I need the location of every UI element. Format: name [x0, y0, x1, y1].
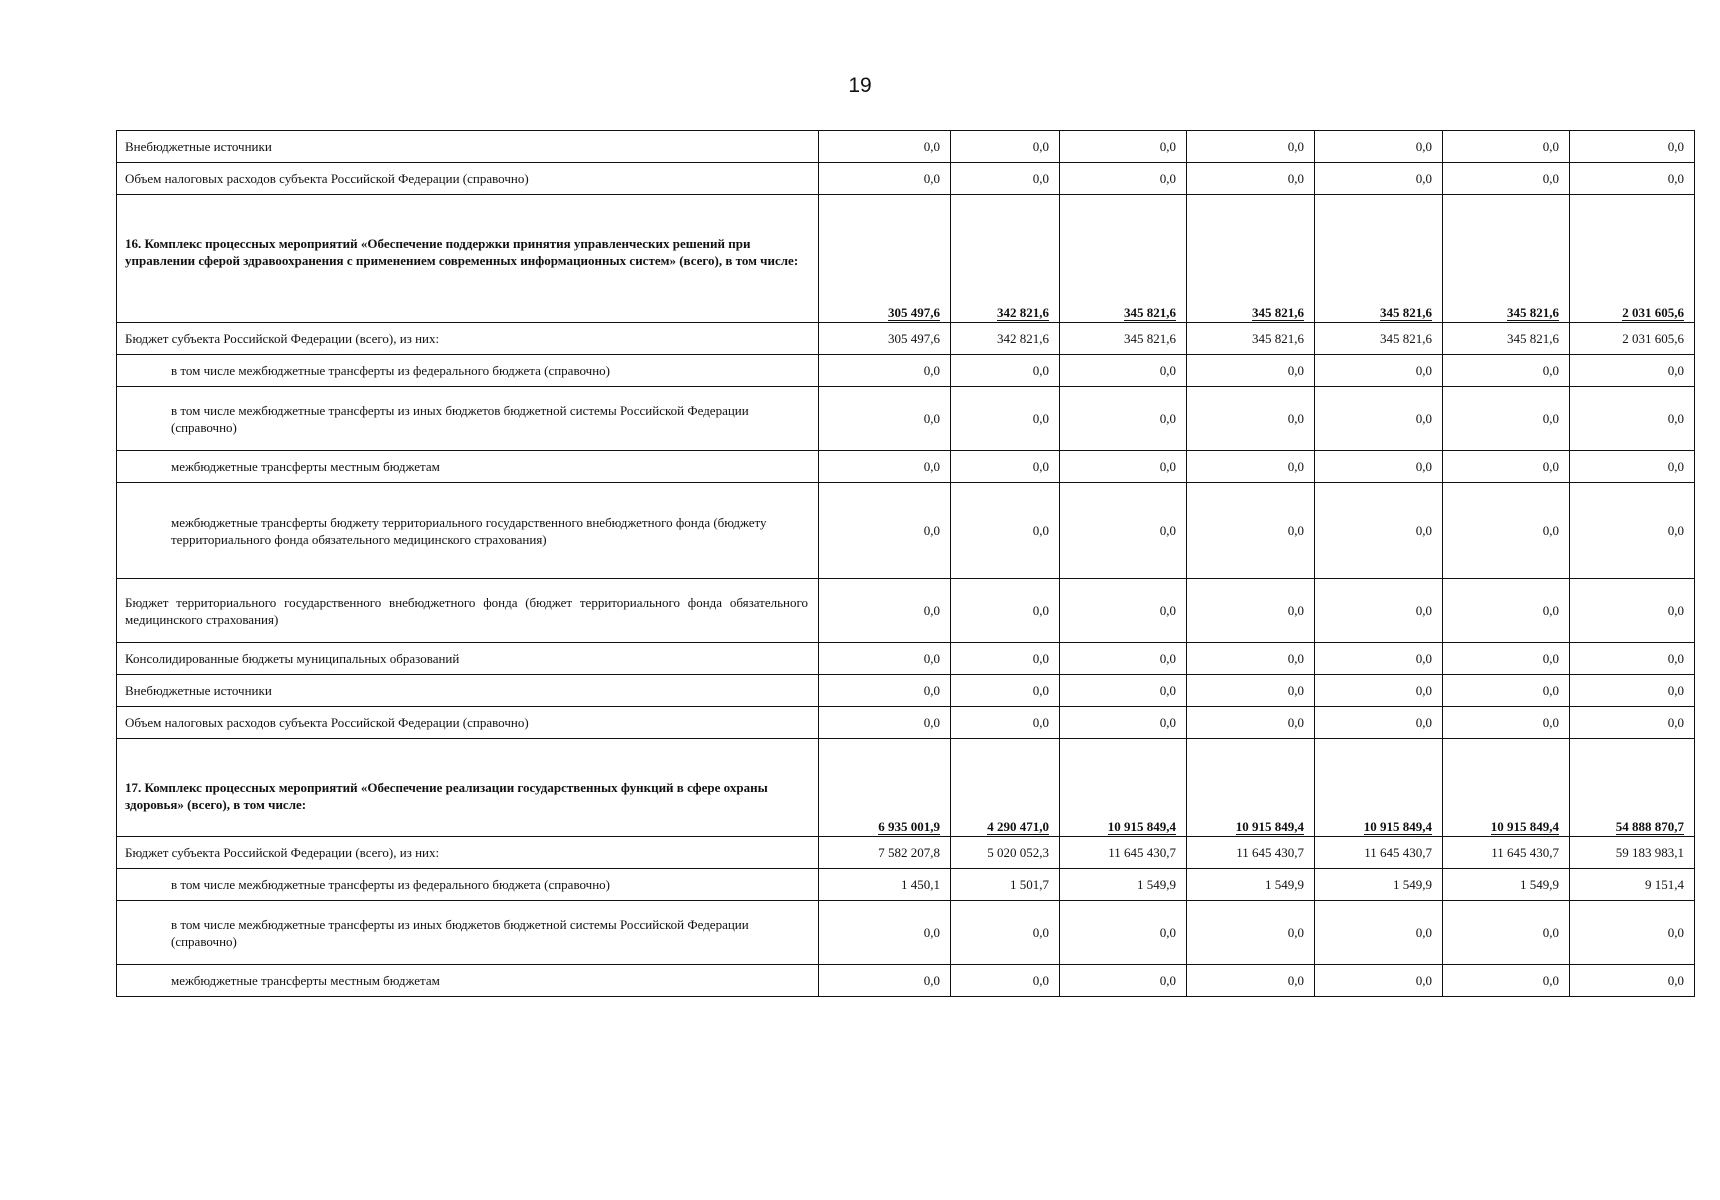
amount-cell: 0,0 [1570, 451, 1695, 483]
row-label: в том числе межбюджетные трансферты из иных бюджетов бюджетной системы Российской Федерации (справочно) [117, 387, 819, 451]
budget-table [116, 130, 1695, 997]
table-row [117, 355, 1695, 387]
amount-cell: 0,0 [951, 355, 1060, 387]
table-row [117, 323, 1695, 355]
amount-cell [1443, 739, 1570, 837]
amount-cell: 1 549,9 [1443, 869, 1570, 901]
amount-cell: 0,0 [819, 707, 951, 739]
amount-cell: 7 582 207,8 [819, 837, 951, 869]
amount-cell: 345 821,6 [1060, 323, 1187, 355]
amount-cell: 0,0 [819, 579, 951, 643]
amount-value: 10 915 849,4 [1107, 819, 1176, 834]
amount-cell: 0,0 [819, 483, 951, 579]
amount-cell: 11 645 430,7 [1315, 837, 1443, 869]
amount-value: 10 915 849,4 [1490, 819, 1559, 834]
amount-cell: 0,0 [1315, 163, 1443, 195]
amount-cell: 0,0 [951, 387, 1060, 451]
amount-cell: 0,0 [1187, 901, 1315, 965]
amount-cell: 11 645 430,7 [1060, 837, 1187, 869]
table-row [117, 643, 1695, 675]
amount-cell: 0,0 [819, 643, 951, 675]
table-row [117, 869, 1695, 901]
row-label: Внебюджетные источники [117, 675, 819, 707]
row-label: Внебюджетные источники [117, 131, 819, 163]
amount-cell: 0,0 [819, 355, 951, 387]
amount-cell: 11 645 430,7 [1443, 837, 1570, 869]
amount-cell [951, 195, 1060, 323]
amount-cell: 0,0 [1187, 355, 1315, 387]
amount-cell: 0,0 [1187, 451, 1315, 483]
table-row [117, 837, 1695, 869]
amount-cell: 0,0 [951, 965, 1060, 997]
amount-cell [819, 739, 951, 837]
amount-cell: 0,0 [1187, 131, 1315, 163]
amount-cell: 0,0 [1187, 163, 1315, 195]
amount-cell: 0,0 [819, 387, 951, 451]
amount-value: 342 821,6 [997, 305, 1049, 320]
amount-cell: 0,0 [1060, 163, 1187, 195]
amount-value: 4 290 471,0 [987, 819, 1049, 834]
amount-cell: 0,0 [1187, 675, 1315, 707]
amount-cell: 0,0 [1443, 163, 1570, 195]
amount-cell: 5 020 052,3 [951, 837, 1060, 869]
amount-cell: 0,0 [951, 901, 1060, 965]
amount-cell: 0,0 [951, 675, 1060, 707]
row-label: Бюджет субъекта Российской Федерации (всего), из них: [117, 837, 819, 869]
row-label: 17. Комплекс процессных мероприятий «Обеспечение реализации государственных функций в сфере охраны здоровья» (всего), в том числе: [117, 739, 819, 837]
amount-cell: 0,0 [819, 163, 951, 195]
amount-cell: 0,0 [1315, 451, 1443, 483]
amount-cell [1187, 195, 1315, 323]
table-row [117, 579, 1695, 643]
amount-cell: 0,0 [1060, 483, 1187, 579]
amount-cell: 0,0 [951, 131, 1060, 163]
amount-cell: 0,0 [1443, 451, 1570, 483]
amount-value: 6 935 001,9 [878, 819, 940, 834]
table-row [117, 483, 1695, 579]
row-label: в том числе межбюджетные трансферты из федерального бюджета (справочно) [117, 355, 819, 387]
amount-cell: 0,0 [1060, 901, 1187, 965]
amount-cell: 0,0 [1443, 483, 1570, 579]
amount-cell: 0,0 [1315, 675, 1443, 707]
amount-cell: 0,0 [951, 451, 1060, 483]
table-row [117, 707, 1695, 739]
table-row [117, 901, 1695, 965]
amount-cell: 0,0 [1443, 131, 1570, 163]
table-row [117, 965, 1695, 997]
amount-cell: 0,0 [819, 965, 951, 997]
amount-cell: 0,0 [1443, 901, 1570, 965]
amount-cell: 9 151,4 [1570, 869, 1695, 901]
amount-cell: 1 549,9 [1060, 869, 1187, 901]
amount-cell: 0,0 [1060, 965, 1187, 997]
amount-cell: 1 549,9 [1315, 869, 1443, 901]
amount-cell: 0,0 [1570, 675, 1695, 707]
amount-cell: 0,0 [1315, 355, 1443, 387]
amount-cell: 0,0 [951, 643, 1060, 675]
amount-cell [1443, 195, 1570, 323]
amount-cell: 0,0 [1060, 387, 1187, 451]
amount-value: 305 497,6 [888, 305, 940, 320]
amount-cell: 0,0 [1315, 579, 1443, 643]
amount-cell: 0,0 [1187, 579, 1315, 643]
amount-cell: 0,0 [1570, 643, 1695, 675]
amount-cell [1060, 739, 1187, 837]
row-label: Объем налоговых расходов субъекта Российской Федерации (справочно) [117, 707, 819, 739]
amount-cell: 0,0 [819, 131, 951, 163]
amount-cell [1187, 739, 1315, 837]
amount-cell: 0,0 [1570, 579, 1695, 643]
row-label: Объем налоговых расходов субъекта Российской Федерации (справочно) [117, 163, 819, 195]
amount-cell: 0,0 [1443, 387, 1570, 451]
table-section-row [117, 195, 1695, 323]
row-label: в том числе межбюджетные трансферты из федерального бюджета (справочно) [117, 869, 819, 901]
amount-cell: 59 183 983,1 [1570, 837, 1695, 869]
amount-cell: 0,0 [1443, 643, 1570, 675]
amount-cell: 0,0 [1443, 965, 1570, 997]
amount-cell: 1 549,9 [1187, 869, 1315, 901]
table-row [117, 163, 1695, 195]
amount-cell: 2 031 605,6 [1570, 323, 1695, 355]
row-label: 16. Комплекс процессных мероприятий «Обеспечение поддержки принятия управленческих решений при управлении сферой здравоохранения с применением современных информационных систем» (всего), в том числе: [117, 195, 819, 323]
row-label: в том числе межбюджетные трансферты из иных бюджетов бюджетной системы Российской Федерации (справочно) [117, 901, 819, 965]
amount-cell: 0,0 [1187, 965, 1315, 997]
amount-cell: 0,0 [1570, 163, 1695, 195]
amount-cell: 0,0 [1060, 451, 1187, 483]
amount-cell: 0,0 [819, 451, 951, 483]
row-label: межбюджетные трансферты местным бюджетам [117, 965, 819, 997]
amount-cell: 0,0 [1187, 707, 1315, 739]
page-number: 19 [848, 74, 872, 97]
amount-cell: 0,0 [951, 579, 1060, 643]
amount-cell: 0,0 [1570, 901, 1695, 965]
amount-cell: 0,0 [1315, 131, 1443, 163]
row-label: межбюджетные трансферты бюджету территориального государственного внебюджетного фонда (бюджету территориального фонда обязательного медицинского страхования) [117, 483, 819, 579]
amount-cell [951, 739, 1060, 837]
amount-value: 10 915 849,4 [1235, 819, 1304, 834]
amount-cell: 0,0 [1187, 483, 1315, 579]
amount-cell: 0,0 [819, 675, 951, 707]
amount-cell: 0,0 [1315, 387, 1443, 451]
amount-cell: 0,0 [1570, 131, 1695, 163]
amount-cell: 11 645 430,7 [1187, 837, 1315, 869]
amount-cell: 0,0 [1315, 965, 1443, 997]
amount-cell: 0,0 [1443, 707, 1570, 739]
amount-value: 54 888 870,7 [1615, 819, 1684, 834]
amount-value: 2 031 605,6 [1622, 305, 1684, 320]
amount-value: 345 821,6 [1380, 305, 1432, 320]
amount-cell [1570, 195, 1695, 323]
row-label: Бюджет субъекта Российской Федерации (всего), из них: [117, 323, 819, 355]
amount-cell: 0,0 [1060, 643, 1187, 675]
amount-cell: 0,0 [1443, 675, 1570, 707]
amount-cell: 345 821,6 [1187, 323, 1315, 355]
amount-cell: 0,0 [1443, 579, 1570, 643]
amount-cell: 0,0 [1060, 579, 1187, 643]
amount-cell [1570, 739, 1695, 837]
amount-value: 345 821,6 [1124, 305, 1176, 320]
table-row [117, 675, 1695, 707]
amount-cell: 1 450,1 [819, 869, 951, 901]
amount-cell: 0,0 [1187, 643, 1315, 675]
table-row [117, 451, 1695, 483]
amount-cell: 0,0 [1443, 355, 1570, 387]
amount-cell: 305 497,6 [819, 323, 951, 355]
amount-cell: 0,0 [1315, 483, 1443, 579]
amount-value: 345 821,6 [1252, 305, 1304, 320]
amount-value: 10 915 849,4 [1363, 819, 1432, 834]
table-row [117, 387, 1695, 451]
amount-cell: 0,0 [1187, 387, 1315, 451]
row-label: межбюджетные трансферты местным бюджетам [117, 451, 819, 483]
amount-cell: 0,0 [1060, 675, 1187, 707]
amount-cell [819, 195, 951, 323]
row-label: Консолидированные бюджеты муниципальных образований [117, 643, 819, 675]
row-label: Бюджет территориального государственного внебюджетного фонда (бюджет территориального фонда обязательного медицинского страхования) [117, 579, 819, 643]
table-row [117, 131, 1695, 163]
amount-cell: 0,0 [1060, 707, 1187, 739]
amount-cell: 0,0 [1315, 707, 1443, 739]
amount-cell: 345 821,6 [1443, 323, 1570, 355]
amount-cell: 0,0 [1060, 131, 1187, 163]
amount-cell: 0,0 [951, 163, 1060, 195]
table-section-row [117, 739, 1695, 837]
amount-cell: 0,0 [1570, 707, 1695, 739]
amount-cell: 345 821,6 [1315, 323, 1443, 355]
amount-cell [1315, 739, 1443, 837]
amount-cell: 0,0 [1570, 355, 1695, 387]
amount-cell: 0,0 [1315, 643, 1443, 675]
amount-cell [1060, 195, 1187, 323]
amount-cell: 0,0 [951, 483, 1060, 579]
amount-cell: 342 821,6 [951, 323, 1060, 355]
amount-cell: 0,0 [1060, 355, 1187, 387]
amount-cell [1315, 195, 1443, 323]
amount-cell: 0,0 [1570, 387, 1695, 451]
amount-cell: 0,0 [1315, 901, 1443, 965]
amount-cell: 0,0 [1570, 483, 1695, 579]
amount-cell: 1 501,7 [951, 869, 1060, 901]
amount-cell: 0,0 [951, 707, 1060, 739]
amount-cell: 0,0 [819, 901, 951, 965]
amount-cell: 0,0 [1570, 965, 1695, 997]
amount-value: 345 821,6 [1507, 305, 1559, 320]
